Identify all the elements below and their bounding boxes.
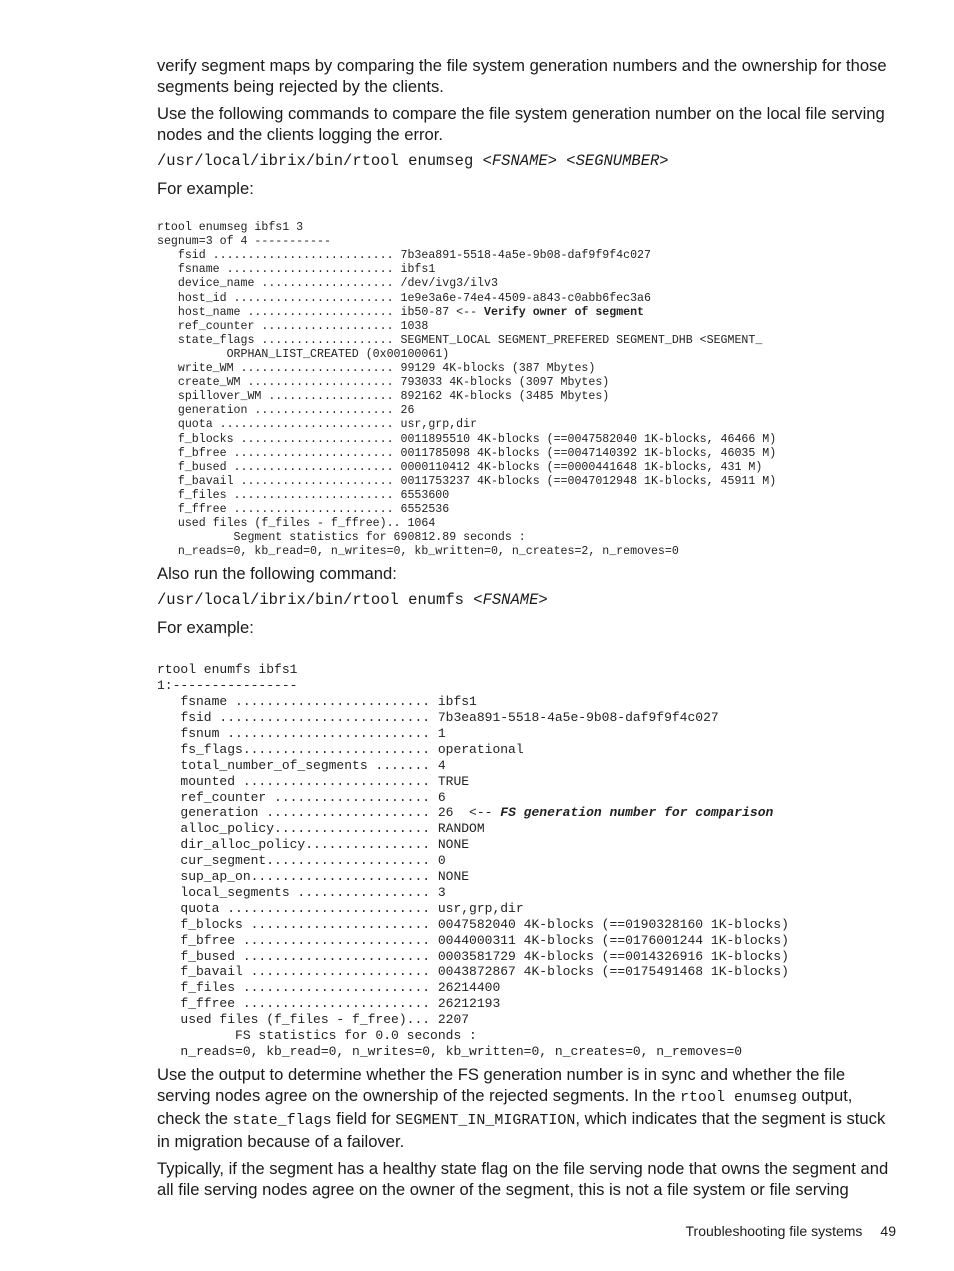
outro-text-a: Use the output to determine whether the FS generation number is in sync and whether the file serving nodes agree on the ownership of the rejected segments. In the [157, 1064, 846, 1105]
code-line: fsnum .......................... 1 [157, 725, 446, 741]
code-line: cur_segment..................... 0 [157, 853, 446, 869]
code-line: fsid .......................... 7b3ea891-5518-4a5e-9b08-daf9f9f4c027 [157, 249, 651, 263]
outro-paragraph-1 [157, 1064, 899, 1152]
code-line: local_segments ................. 3 [157, 884, 446, 900]
code-line: create_WM ..................... 793033 4K-blocks (3097 Mbytes) [157, 376, 610, 390]
code-line: f_files ....................... 6553600 [157, 488, 450, 502]
fs-generation-annotation: FS generation number for comparison [500, 805, 774, 821]
code-line: f_blocks ....................... 0047582040 4K-blocks (==0190328160 1K-blocks) [157, 916, 789, 932]
inline-code-rtool-enumseg: rtool enumseg [680, 1088, 798, 1106]
page-number: 49 [880, 1223, 896, 1239]
inline-code-segment-in-migration: SEGMENT_IN_MIGRATION [395, 1111, 576, 1129]
footer-section-title: Troubleshooting file systems [685, 1223, 863, 1239]
code-line: state_flags ................... SEGMENT_LOCAL SEGMENT_PREFERED SEGMENT_DHB <SEGMENT_ [157, 333, 763, 347]
code-line: rtool enumfs ibfs1 [157, 662, 298, 678]
inline-code-state-flags: state_flags [232, 1111, 332, 1129]
code-line: device_name ................... /dev/ivg3/ilv3 [157, 277, 498, 291]
code-line: f_bused ........................ 0003581729 4K-blocks (==0014326916 1K-blocks) [157, 948, 789, 964]
code-line: rtool enumseg ibfs1 3 [157, 221, 304, 235]
code-line: f_blocks ...................... 0011895510 4K-blocks (==0047582040 1K-blocks, 46466 M) [157, 432, 777, 446]
code-line: alloc_policy.................... RANDOM [157, 821, 485, 837]
code-line: quota ......................... usr,grp,dir [157, 418, 478, 432]
code-line: generation .................... 26 [157, 404, 415, 418]
page-footer [686, 1223, 896, 1239]
code-line: f_bavail ....................... 0043872867 4K-blocks (==0175491468 1K-blocks) [157, 964, 789, 980]
code-line: ref_counter .................... 6 [157, 789, 446, 805]
code-line-generation-text: generation ..................... 26 <-- [157, 805, 501, 821]
code-line: ORPHAN_LIST_CREATED (0x00100061) [157, 347, 450, 361]
for-example-label-2: For example: [157, 618, 254, 638]
code-line: total_number_of_segments ....... 4 [157, 757, 446, 773]
code-line: f_bfree ....................... 0011785098 4K-blocks (==0047140392 1K-blocks, 46035 M) [157, 446, 777, 460]
enumseg-arg-fsname: <FSNAME> [482, 152, 557, 170]
enumseg-command [157, 151, 899, 172]
verify-owner-annotation: Verify owner of segment [484, 305, 645, 319]
enumfs-command [157, 590, 899, 611]
code-line: Segment statistics for 690812.89 seconds : [157, 531, 526, 545]
code-line: dir_alloc_policy................ NONE [157, 837, 470, 853]
also-run-paragraph: Also run the following command: [157, 564, 397, 584]
outro-text-b: output, check the [157, 1085, 853, 1128]
code-line: f_bused ....................... 0000110412 4K-blocks (==0000441648 1K-blocks, 431 M) [157, 460, 763, 474]
enumseg-arg-segnumber: <SEGNUMBER> [566, 152, 669, 170]
intro-paragraph-2: Use the following commands to compare the file system generation number on the local file serving nodes and the clients logging the error. [157, 104, 885, 144]
code-line: n_reads=0, kb_read=0, n_writes=0, kb_written=0, n_creates=0, n_removes=0 [157, 1044, 743, 1059]
code-line: write_WM ...................... 99129 4K-blocks (387 Mbytes) [157, 362, 596, 376]
code-line: f_files ........................ 26214400 [157, 980, 501, 996]
code-line: FS statistics for 0.0 seconds : [157, 1028, 477, 1044]
code-line: f_bfree ........................ 0044000311 4K-blocks (==0176001244 1K-blocks) [157, 932, 789, 948]
outro-paragraph-2: Typically, if the segment has a healthy state flag on the file serving node that owns the segment and all file serving nodes agree on the owner of the segment, this is not a file system or file serving [157, 1158, 889, 1199]
code-line: n_reads=0, kb_read=0, n_writes=0, kb_written=0, n_creates=2, n_removes=0 [157, 545, 679, 559]
code-line: 1:---------------- [157, 678, 298, 694]
code-line: f_bavail ...................... 0011753237 4K-blocks (==0047012948 1K-blocks, 45911 M) [157, 474, 777, 488]
code-line: spillover_WM .................. 892162 4K-blocks (3485 Mbytes) [157, 390, 610, 404]
enumseg-example-output [157, 207, 899, 559]
code-line: ref_counter ................... 1038 [157, 319, 429, 333]
code-line-host-name-text: host_name ..................... ib50-87 <-- [157, 305, 484, 319]
intro-paragraph-1: verify segment maps by comparing the file system generation numbers and the ownership for those segments being rejected by the clients. [157, 56, 887, 96]
code-line: segnum=3 of 4 ----------- [157, 235, 331, 249]
enumfs-arg-fsname: <FSNAME> [473, 591, 548, 610]
code-line: quota .......................... usr,grp,dir [157, 900, 524, 916]
code-line: sup_ap_on....................... NONE [157, 869, 470, 885]
code-line: fsid ........................... 7b3ea891-5518-4a5e-9b08-daf9f9f4c027 [157, 709, 719, 725]
code-line: f_ffree ....................... 6552536 [157, 502, 450, 516]
enumfs-command-text: /usr/local/ibrix/bin/rtool enumfs [157, 591, 474, 610]
code-line: used files (f_files - f_free)... 2207 [157, 1012, 470, 1028]
enumseg-command-text: /usr/local/ibrix/bin/rtool enumseg [157, 152, 483, 170]
enumfs-example-output [157, 646, 899, 1060]
code-line-host-name [157, 306, 899, 320]
code-line: f_ffree ........................ 26212193 [157, 996, 501, 1012]
outro-text-d: , which indicates that the segment is stuck in migration because of a failover. [157, 1108, 886, 1151]
code-line-generation [157, 805, 899, 821]
code-line: fsname ......................... ibfs1 [157, 694, 477, 710]
for-example-label-1: For example: [157, 179, 254, 198]
code-line: fs_flags........................ operational [157, 741, 524, 757]
code-line: mounted ........................ TRUE [157, 773, 470, 789]
outro-text-c: field for [331, 1108, 396, 1128]
page-content [157, 55, 899, 1200]
code-line: fsname ........................ ibfs1 [157, 263, 436, 277]
code-line: host_id ....................... 1e9e3a6e-74e4-4509-a843-c0abb6fec3a6 [157, 291, 651, 305]
code-line: used files (f_files - f_ffree).. 1064 [157, 517, 436, 531]
